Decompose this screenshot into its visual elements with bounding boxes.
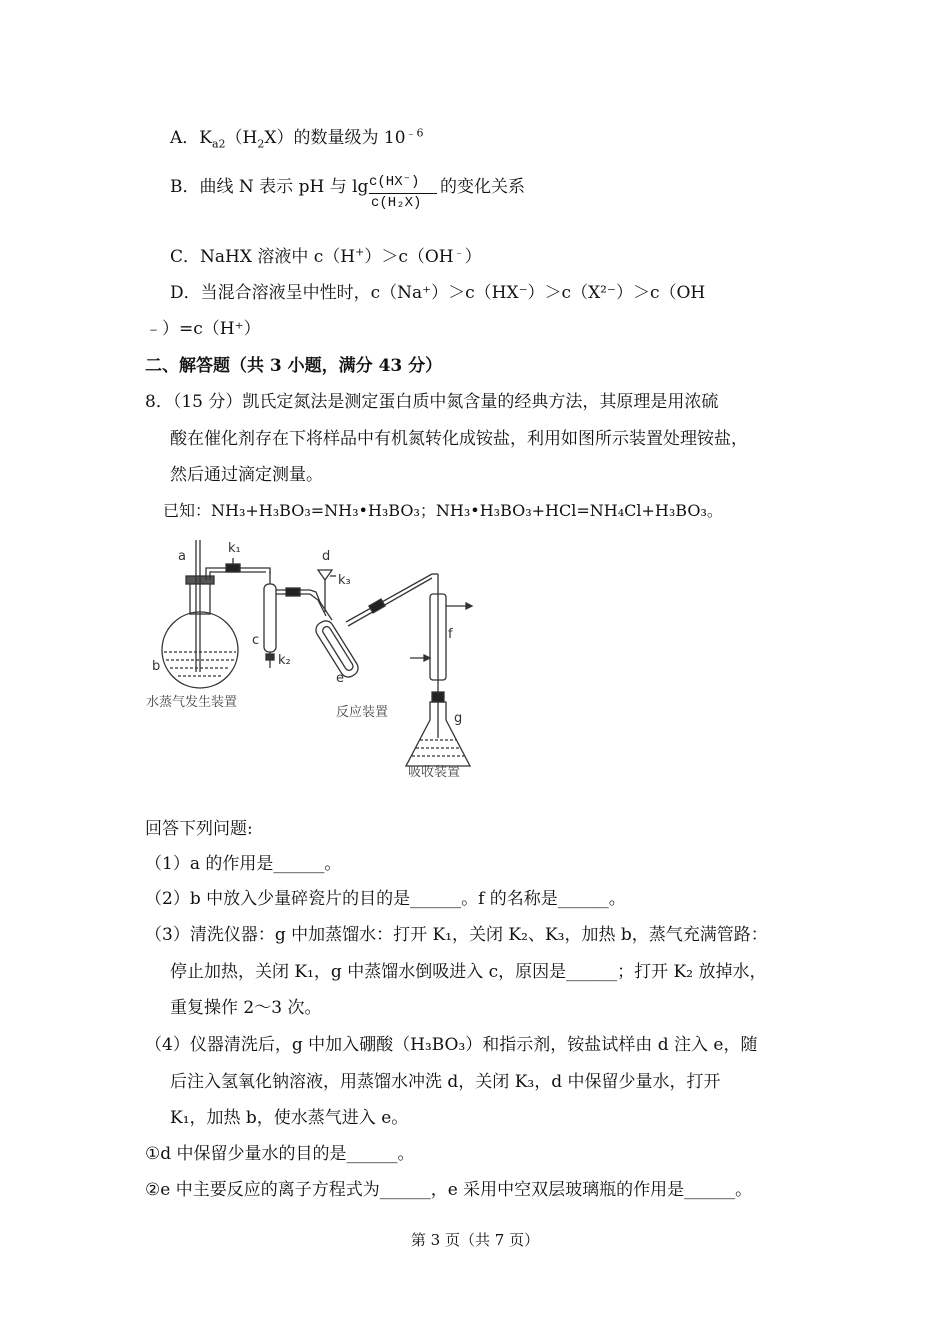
caption-steam: 水蒸气发生装置: [146, 695, 238, 710]
answer-p4-line1: （4）仪器清洗后，g 中加入硼酸（H₃BO₃）和指示剂，铵盐试样由 d 注入 e，随: [145, 1035, 758, 1055]
option-c-sup2: ﹣: [453, 245, 465, 259]
label-c: c: [252, 633, 260, 648]
label-b: b: [152, 659, 161, 674]
answer-p1: （1）a 的作用是______。: [145, 854, 342, 874]
answer-p4-line3: K₁，加热 b，使水蒸气进入 e。: [170, 1108, 409, 1128]
option-b-suffix: 的变化关系: [440, 177, 525, 197]
page-footer: 第 3 页（共 7 页）: [410, 1231, 540, 1249]
fraction-bar: [369, 193, 437, 194]
k1-clamp: [226, 558, 240, 572]
label-d: d: [322, 549, 331, 564]
label-g: g: [454, 711, 463, 726]
answer-p2: （2）b 中放入少量碎瓷片的目的是______。f 的名称是______。: [145, 889, 626, 909]
caption-absorb: 吸收装置: [408, 765, 461, 780]
label-f: f: [448, 627, 453, 642]
label-a: a: [178, 549, 186, 564]
label-k1: k₁: [228, 541, 241, 556]
option-a: [170, 127, 424, 149]
section-title: 二、解答题（共 3 小题，满分 43 分）: [145, 356, 443, 376]
q8-known: 已知：NH₃+H₃BO₃=NH₃•H₃BO₃；NH₃•H₃BO₃+HCl=NH₄Cl+H₃BO₃。: [163, 501, 723, 520]
answers-intro: 回答下列问题:: [145, 819, 253, 839]
reaction-vessel: [310, 570, 438, 680]
answer-p3-line2: 停止加热，关闭 K₁，g 中蒸馏水倒吸进入 c，原因是______；打开 K₂ 放掉水，: [170, 962, 767, 982]
option-d-line2: ﹣）=c（H⁺）: [145, 319, 261, 339]
option-a-text: A．K: [170, 128, 212, 148]
option-d-line1: D．当混合溶液呈中性时，c（Na⁺）＞c（HX⁻）＞c（X²⁻）＞c（OH: [170, 283, 706, 303]
answer-p4-line2: 后注入氢氧化钠溶液，用蒸馏水冲洗 d，关闭 K₃，d 中保留少量水，打开: [170, 1072, 721, 1092]
answer-p3-line3: 重复操作 2～3 次。: [170, 998, 322, 1018]
option-b-prefix: B．曲线 N 表示 pH 与 lg: [170, 177, 369, 197]
option-c-text1: C．NaHX 溶液中 c（H: [170, 247, 356, 267]
option-a-sub: a2: [211, 137, 226, 151]
label-k2: k₂: [278, 653, 291, 668]
answer-p3-line1: （3）清洗仪器：g 中加蒸馏水：打开 K₁，关闭 K₂、K₃，加热 b，蒸气充满管路：: [145, 925, 768, 945]
option-c-text2: ）＞c（OH: [364, 247, 454, 267]
q8-line1: 8．（15 分）凯氏定氮法是测定蛋白质中氮含量的经典方法，其原理是用浓硫: [145, 392, 719, 412]
apparatus-figure: [140, 532, 560, 782]
condenser-f: [410, 592, 472, 738]
option-a-sup: ﹣6: [405, 126, 424, 140]
label-k3: k₃: [338, 573, 351, 588]
fraction-denominator: c(H₂X): [371, 195, 422, 211]
option-b-fraction: [369, 173, 439, 215]
q8-line3: 然后通过滴定测量。: [170, 465, 323, 485]
label-e: e: [336, 671, 344, 686]
option-c-text3: ）: [464, 247, 482, 267]
option-a-sub2: 2: [257, 137, 265, 151]
answer-s2: ②e 中主要反应的离子方程式为______，e 采用中空双层玻璃瓶的作用是______。: [145, 1180, 753, 1200]
option-a-mid2: X）的数量级为 10: [264, 128, 406, 148]
option-b: [170, 176, 368, 198]
option-c: [170, 246, 482, 268]
fraction-numerator: c(HX⁻): [369, 174, 420, 190]
q8-line2: 酸在催化剂存在下将样品中有机氮转化成铵盐，利用如图所示装置处理铵盐，: [170, 429, 748, 449]
option-c-sup1: +: [355, 245, 365, 259]
answer-s1: ①d 中保留少量水的目的是______。: [145, 1144, 415, 1164]
caption-reaction: 反应装置: [336, 705, 389, 720]
option-a-mid1: （H: [225, 128, 258, 148]
